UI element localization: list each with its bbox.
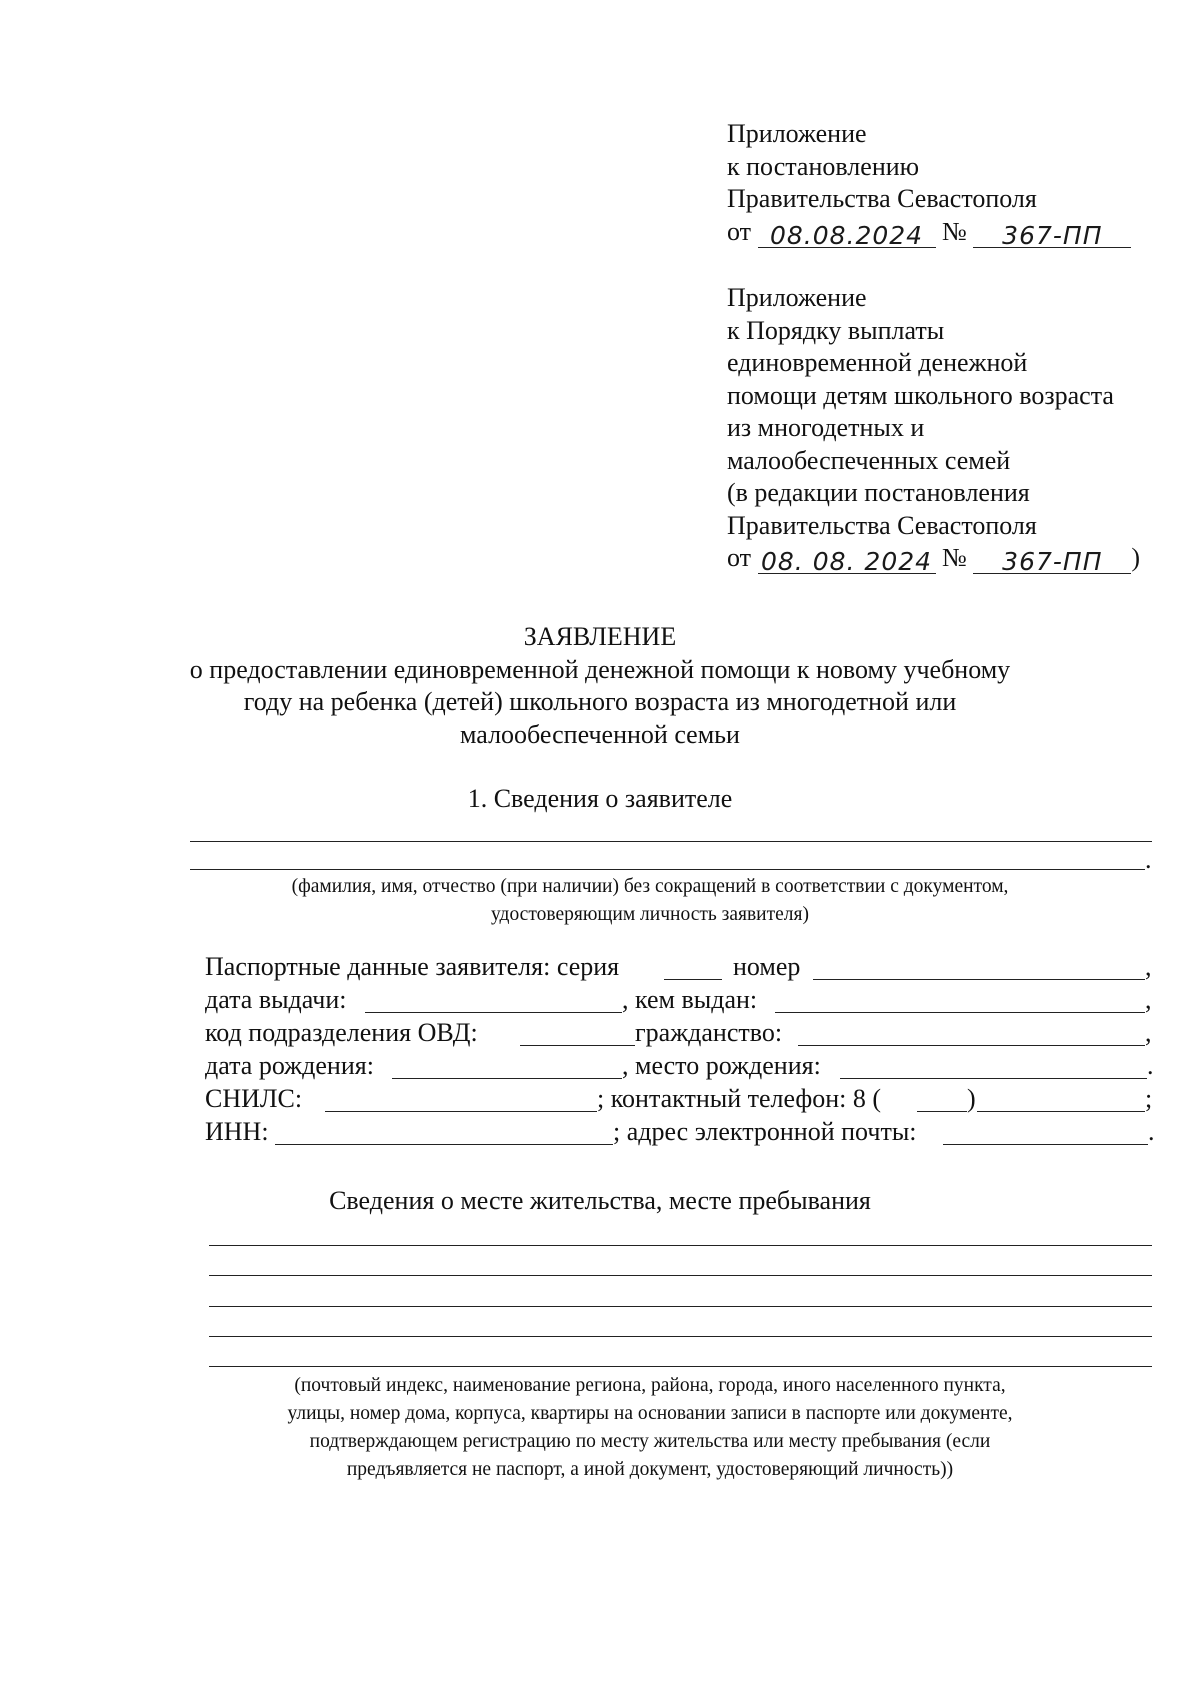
handwritten-date: 08.08.2024 (758, 217, 936, 248)
residence-line-2[interactable] (209, 1275, 1152, 1276)
form-row-snils (205, 1084, 1155, 1118)
name-line-1[interactable] (190, 841, 1152, 842)
passport-number-field[interactable] (813, 979, 1145, 980)
passport-label: Паспортные данные заявителя: серия (205, 952, 620, 981)
number-label: номер (733, 952, 801, 981)
form-row-passport (205, 952, 1155, 986)
number-sign: № (942, 216, 967, 246)
name-field-note (180, 873, 1120, 929)
phone-number-field[interactable] (977, 1111, 1145, 1112)
handwritten-date: 08. 08. 2024 (758, 543, 936, 574)
period-mark: . (1145, 845, 1152, 874)
applicant-form (205, 952, 1155, 1172)
birth-place-label: , место рождения: (622, 1051, 821, 1080)
email-label: ; адрес электронной почты: (613, 1117, 917, 1146)
inn-label: ИНН: (205, 1117, 269, 1146)
appendix-resolution (727, 118, 1131, 248)
appendix-line: из многодетных и (727, 413, 925, 442)
date-prefix: от (727, 543, 752, 572)
birth-date-label: дата рождения: (205, 1051, 374, 1080)
appendix-line: Правительства Севастополя (727, 510, 1037, 540)
title-line: году на ребенка (детей) школьного возраста из многодетной или (243, 687, 957, 716)
inn-field[interactable] (275, 1144, 613, 1145)
issue-date-field[interactable] (365, 1012, 622, 1013)
issue-date-label: дата выдачи: (205, 985, 347, 1014)
date-prefix: от (727, 216, 752, 246)
comma: , (1145, 985, 1152, 1014)
birth-place-field[interactable] (840, 1078, 1147, 1079)
appendix-line: (в редакции постановления (727, 478, 1030, 507)
section-residence-title: Сведения о месте жительства, месте пребывания (329, 1186, 871, 1215)
email-field[interactable] (943, 1144, 1148, 1145)
note-line: улицы, номер дома, корпуса, квартиры на основании записи в паспорте или документе, (287, 1403, 1013, 1424)
title-heading: ЗАЯВЛЕНИЕ (523, 622, 677, 651)
form-row-division (205, 1018, 1155, 1052)
residence-line-1[interactable] (209, 1245, 1152, 1246)
residence-line-4[interactable] (209, 1336, 1152, 1337)
period-mark: . (1147, 1051, 1154, 1080)
appendix-procedure (727, 282, 1140, 575)
citizenship-field[interactable] (798, 1045, 1145, 1046)
note-line: подтверждающем регистрацию по месту жительства или месту пребывания (если (309, 1431, 991, 1452)
semicolon: ; (1145, 1084, 1153, 1113)
number-sign: № (942, 543, 967, 572)
form-row-inn (205, 1117, 1155, 1151)
birth-date-field[interactable] (392, 1078, 622, 1079)
appendix-line: малообеспеченных семей (727, 445, 1011, 475)
appendix-line: Приложение (727, 119, 867, 148)
note-line: удостоверяющим личность заявителя) (491, 904, 809, 925)
period-mark: . (1148, 1117, 1155, 1146)
snils-label: СНИЛС: (205, 1084, 303, 1113)
residence-line-3[interactable] (209, 1306, 1152, 1307)
appendix-line: Правительства Севастополя (727, 184, 1037, 213)
closing-paren: ) (1131, 543, 1141, 572)
citizenship-label: гражданство: (635, 1018, 783, 1047)
appendix-line: к Порядку выплаты (727, 315, 945, 345)
comma: , (1145, 952, 1152, 981)
division-code-field[interactable] (520, 1045, 635, 1046)
handwritten-number: 367-ПП (973, 543, 1131, 574)
residence-field-note (180, 1372, 1120, 1484)
appendix-line: единовременной денежной (727, 348, 1028, 377)
handwritten-number: 367-ПП (973, 217, 1131, 248)
note-line: (почтовый индекс, наименование региона, района, города, иного населенного пункта, (294, 1375, 1006, 1396)
appendix-line: Приложение (727, 283, 867, 312)
appendix-date-line (727, 216, 1131, 249)
comma: , (1145, 1018, 1152, 1047)
issued-by-label: , кем выдан: (622, 985, 758, 1014)
issued-by-field[interactable] (775, 1012, 1145, 1013)
phone-label: ; контактный телефон: 8 ( (597, 1084, 881, 1113)
form-row-birth (205, 1051, 1155, 1085)
passport-series-field[interactable] (664, 979, 722, 980)
residence-line-5[interactable] (209, 1366, 1152, 1367)
application-title (0, 621, 1200, 751)
appendix-date-line (727, 542, 1140, 575)
appendix-line: помощи детям школьного возраста (727, 380, 1114, 410)
title-line: о предоставлении единовременной денежной помощи к новому учебному (189, 654, 1011, 684)
note-line: предъявляется не паспорт, а иной документ, удостоверяющий личность)) (346, 1459, 954, 1480)
phone-code-field[interactable] (917, 1111, 967, 1112)
title-line: малообеспеченной семьи (460, 719, 740, 749)
snils-field[interactable] (325, 1111, 597, 1112)
appendix-line: к постановлению (727, 151, 920, 181)
section-applicant-title: 1. Сведения о заявителе (467, 784, 733, 813)
note-line: (фамилия, имя, отчество (при наличии) без сокращений в соответствии с документом, (291, 876, 1009, 897)
phone-close-paren: ) (967, 1084, 976, 1113)
division-label: код подразделения ОВД: (205, 1018, 478, 1047)
form-row-issue (205, 985, 1155, 1019)
name-line-2[interactable] (190, 869, 1145, 870)
